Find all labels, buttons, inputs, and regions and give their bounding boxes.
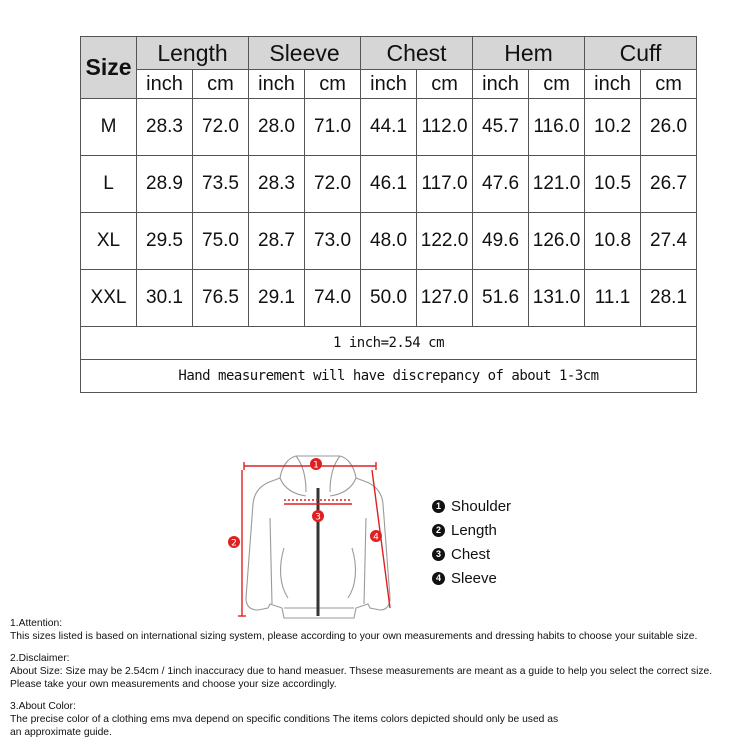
table-cell: 50.0 [361,270,417,327]
discrepancy-row [81,360,697,393]
note-line: This sizes listed is based on international sizing system, please according to your own measurements and dressing habits to choose your suitable size. [10,631,698,642]
table-cell: 127.0 [417,270,473,327]
table-cell: 45.7 [473,99,529,156]
unit-header: inch [137,70,193,99]
legend-item [432,566,511,590]
legend-item [432,518,511,542]
unit-header: inch [249,70,305,99]
cuff-header: Cuff [585,37,697,70]
table-cell: 28.1 [641,270,697,327]
sleeve-header: Sleeve [249,37,361,70]
unit-header: cm [641,70,697,99]
legend-label: Shoulder [451,497,512,515]
table-cell: 51.6 [473,270,529,327]
table-cell: 28.7 [249,213,305,270]
unit-header: inch [361,70,417,99]
length-header: Length [137,37,249,70]
svg-text:2: 2 [231,538,237,549]
marker-3 [312,510,324,523]
discrepancy-note: Hand measurement will have discrepancy of about 1-3cm [81,360,697,393]
table-cell: 11.1 [585,270,641,327]
unit-header: cm [417,70,473,99]
table-cell: 28.0 [249,99,305,156]
table-cell: 73.0 [305,213,361,270]
table-cell: 10.5 [585,156,641,213]
table-row [81,99,697,156]
hem-header: Hem [473,37,585,70]
size-chart-table [80,36,697,393]
table-cell: 26.0 [641,99,697,156]
measurement-lines [238,462,390,616]
size-cell: XL [81,213,137,270]
table-cell: 131.0 [529,270,585,327]
note-line: About Size: Size may be 2.54cm / 1inch inaccuracy due to hand measuer. Thsese measurements are meant as a guide to help you select the correct size. [10,666,713,677]
table-cell: 28.3 [249,156,305,213]
note-line: an approximate guide. [10,727,112,738]
table-cell: 121.0 [529,156,585,213]
table-cell: 10.2 [585,99,641,156]
table-cell: 49.6 [473,213,529,270]
size-cell: L [81,156,137,213]
table-cell: 75.0 [193,213,249,270]
legend-item [432,494,511,518]
conversion-row [81,327,697,360]
table-cell: 46.1 [361,156,417,213]
legend-number: 4 [432,572,445,585]
color-note [10,700,745,739]
note-line: The precise color of a clothing ems mva depend on specific conditions The items colors depicted should only be used as [10,714,559,725]
table-row [81,213,697,270]
measurement-legend [432,494,511,590]
table-cell: 27.4 [641,213,697,270]
table-cell: 72.0 [193,99,249,156]
unit-header: inch [473,70,529,99]
unit-header-row [81,70,697,99]
unit-header: cm [305,70,361,99]
svg-text:4: 4 [373,532,379,543]
table-cell: 26.7 [641,156,697,213]
legend-item [432,542,511,566]
table-cell: 112.0 [417,99,473,156]
conversion-note: 1 inch=2.54 cm [81,327,697,360]
unit-header: cm [529,70,585,99]
table-cell: 117.0 [417,156,473,213]
table-cell: 71.0 [305,99,361,156]
marker-2 [228,536,240,549]
table-cell: 74.0 [305,270,361,327]
notes-section [10,617,745,748]
table-cell: 48.0 [361,213,417,270]
table-cell: 72.0 [305,156,361,213]
table-cell: 116.0 [529,99,585,156]
table-cell: 47.6 [473,156,529,213]
size-cell: XXL [81,270,137,327]
legend-number: 2 [432,524,445,537]
table-cell: 29.5 [137,213,193,270]
note-title: 3.About Color: [10,701,76,712]
disclaimer-note [10,652,745,691]
legend-number: 3 [432,548,445,561]
legend-label: Length [451,521,497,539]
table-cell: 122.0 [417,213,473,270]
chest-header: Chest [361,37,473,70]
table-row [81,156,697,213]
legend-number: 1 [432,500,445,513]
unit-header: inch [585,70,641,99]
table-header-row [81,37,697,70]
table-cell: 76.5 [193,270,249,327]
marker-4 [370,530,382,543]
table-row [81,270,697,327]
note-title: 2.Disclaimer: [10,653,70,664]
table-cell: 29.1 [249,270,305,327]
note-line: Please take your own measurements and choose your size accordingly. [10,679,337,690]
table-cell: 44.1 [361,99,417,156]
table-cell: 28.3 [137,99,193,156]
unit-header: cm [193,70,249,99]
table-cell: 73.5 [193,156,249,213]
legend-label: Chest [451,545,491,563]
table-cell: 30.1 [137,270,193,327]
note-title: 1.Attention: [10,618,63,629]
attention-note [10,617,745,643]
table-cell: 10.8 [585,213,641,270]
marker-1 [310,458,322,471]
hoodie-measurement-diagram [226,448,396,620]
size-cell: M [81,99,137,156]
table-cell: 126.0 [529,213,585,270]
size-header: Size [81,37,137,99]
table-cell: 28.9 [137,156,193,213]
legend-label: Sleeve [451,569,497,587]
svg-text:1: 1 [313,460,319,471]
svg-text:3: 3 [315,512,321,523]
